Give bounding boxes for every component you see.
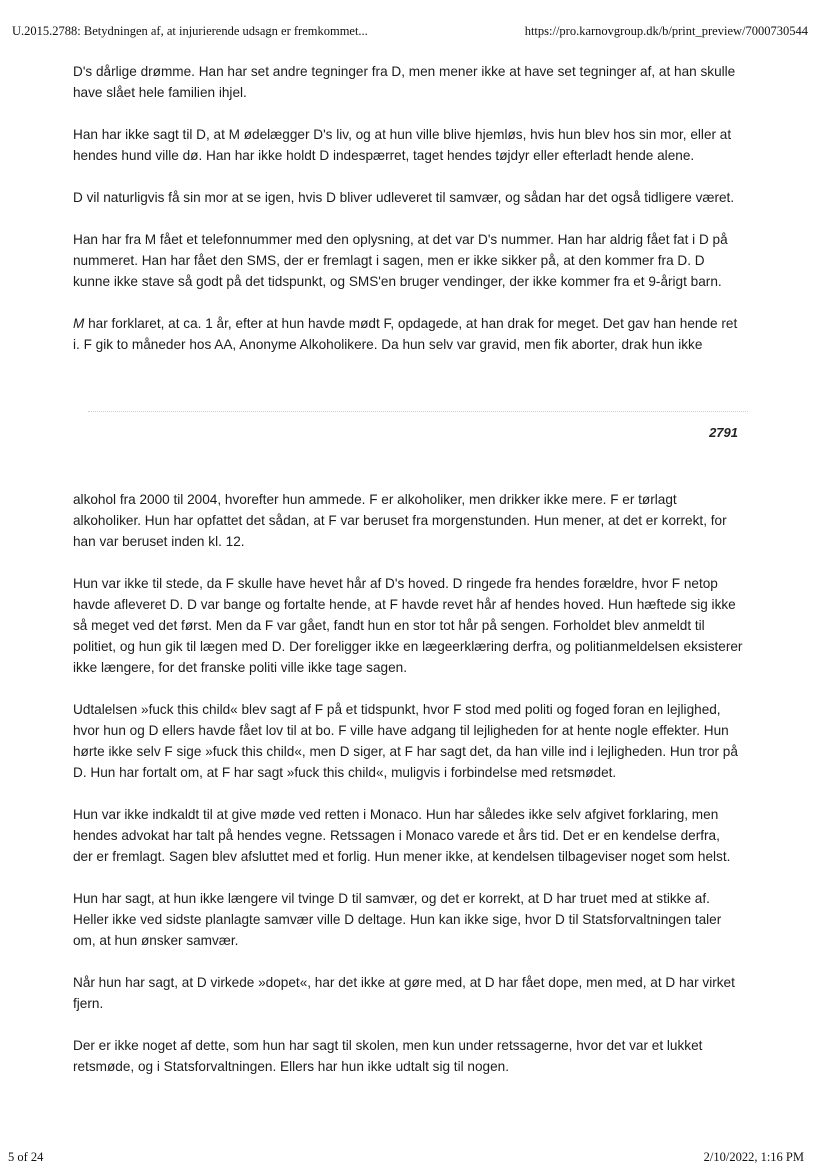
- paragraph: Hun var ikke indkaldt til at give møde ved retten i Monaco. Hun har således ikke selv afgivet forklaring, men hendes advokat har talt på hendes vegne. Retssagen i Monaco varede et års tid. Det er en kendelse derfra, der er fremlagt. Sagen blev afsluttet med et forlig. Hun mener ikke, at kendelsen tilbageviser noget som helst.: [73, 807, 731, 864]
- paragraph: D's dårlige drømme. Han har set andre tegninger fra D, men mener ikke at have set tegninger af, at han skulle have slået hele familien ihjel.: [73, 64, 736, 100]
- print-footer-timestamp: 2/10/2022, 1:16 PM: [703, 1150, 804, 1164]
- paragraph: Han har fra M fået et telefonnummer med den oplysning, at det var D's nummer. Han har aldrig fået fat i D på nummeret. Han har fået den SMS, der er fremlagt i sagen, men er ikke sikker på, at den kommer fra D. D kunne ikke stave så godt på det tidspunkt, og SMS'en bruger vendinger, der ikke kommer fra et 9-årigt barn.: [73, 232, 728, 289]
- paragraph-text: har forklaret, at ca. 1 år, efter at hun havde mødt F, opdagede, at han drak for meget. Det gav han hende ret i. F gik to måneder hos AA, Anonyme Alkoholikere. Da hun selv var gravid, men fik aborter, drak hun ikke: [73, 316, 738, 352]
- paragraph: Hun har sagt, at hun ikke længere vil tvinge D til samvær, og det er korrekt, at D har truet med at stikke af. Heller ikke ved sidste planlagte samvær ville D deltage. Hun kan ikke sige, hvor D til Statsforvaltningen taler om, at hun ønsker samvær.: [73, 891, 722, 948]
- paragraph: D vil naturligvis få sin mor at se igen, hvis D bliver udleveret til samvær, og sådan har det også tidligere været.: [73, 190, 735, 205]
- paragraph: Der er ikke noget af dette, som hun har sagt til skolen, men kun under retssagerne, hvor det var et lukket retsmøde, og i Statsforvaltningen. Ellers har hun ikke udtalt sig til nogen.: [73, 1038, 703, 1074]
- paragraph: Udtalelsen »fuck this child« blev sagt af F på et tidspunkt, hvor F stod med politi og foged foran en lejlighed, hvor hun og D ellers havde fået lov til at bo. F ville have adgang til lejligheden for at hente nogle effekter. Hun hørte ikke selv F sige »fuck this child«, men D siger, at F har sagt det, da han ville ind i lejligheden. Hun tror på D. Hun har fortalt om, at F har sagt »fuck this child«, muligvis i forbindelse med retsmødet.: [73, 702, 738, 780]
- paragraph: Når hun har sagt, at D virkede »dopet«, har det ikke at gøre med, at D har fået dope, men med, at D har virket fjern.: [73, 975, 735, 1011]
- page-number: 2791: [709, 425, 738, 440]
- paragraph: alkohol fra 2000 til 2004, hvorefter hun ammede. F er alkoholiker, men drikker ikke mere. F er tørlagt alkoholiker. Hun har opfattet det sådan, at F var beruset fra morgenstunden. Hun mener, at det er korrekt, for han var beruset inden kl. 12.: [73, 492, 727, 549]
- page-break-divider: [88, 411, 748, 412]
- print-header-title: U.2015.2788: Betydningen af, at injurierende udsagn er fremkommet...: [12, 24, 368, 38]
- print-footer-page-count: 5 of 24: [8, 1150, 44, 1164]
- print-header-url: https://pro.karnovgroup.dk/b/print_preview/7000730544: [524, 24, 808, 38]
- document-text-lower: [73, 489, 743, 1077]
- paragraph: Han har ikke sagt til D, at M ødelægger D's liv, og at hun ville blive hjemløs, hvis hun blev hos sin mor, eller at hendes hund ville dø. Han har ikke holdt D indespærret, taget hendes tøjdyr eller efterladt hende alene.: [73, 127, 732, 163]
- document-text-upper: [73, 61, 743, 355]
- paragraph: Hun var ikke til stede, da F skulle have hevet hår af D's hoved. D ringede fra hendes forældre, hvor F netop havde afleveret D. D var bange og fortalte hende, at F havde revet hår af hendes hoved. Hun hæftede sig ikke så meget ved det først. Men da F var gået, fandt hun en stor tot hår på sengen. Forholdet blev anmeldt til politiet, og hun gik til lægen med D. Der foreligger ikke en lægeerklæring derfra, og politianmeldelsen eksisterer ikke længere, for det franske politi ville ikke tage sagen.: [73, 576, 743, 675]
- paragraph: [73, 313, 743, 355]
- speaker-label: M: [73, 316, 85, 331]
